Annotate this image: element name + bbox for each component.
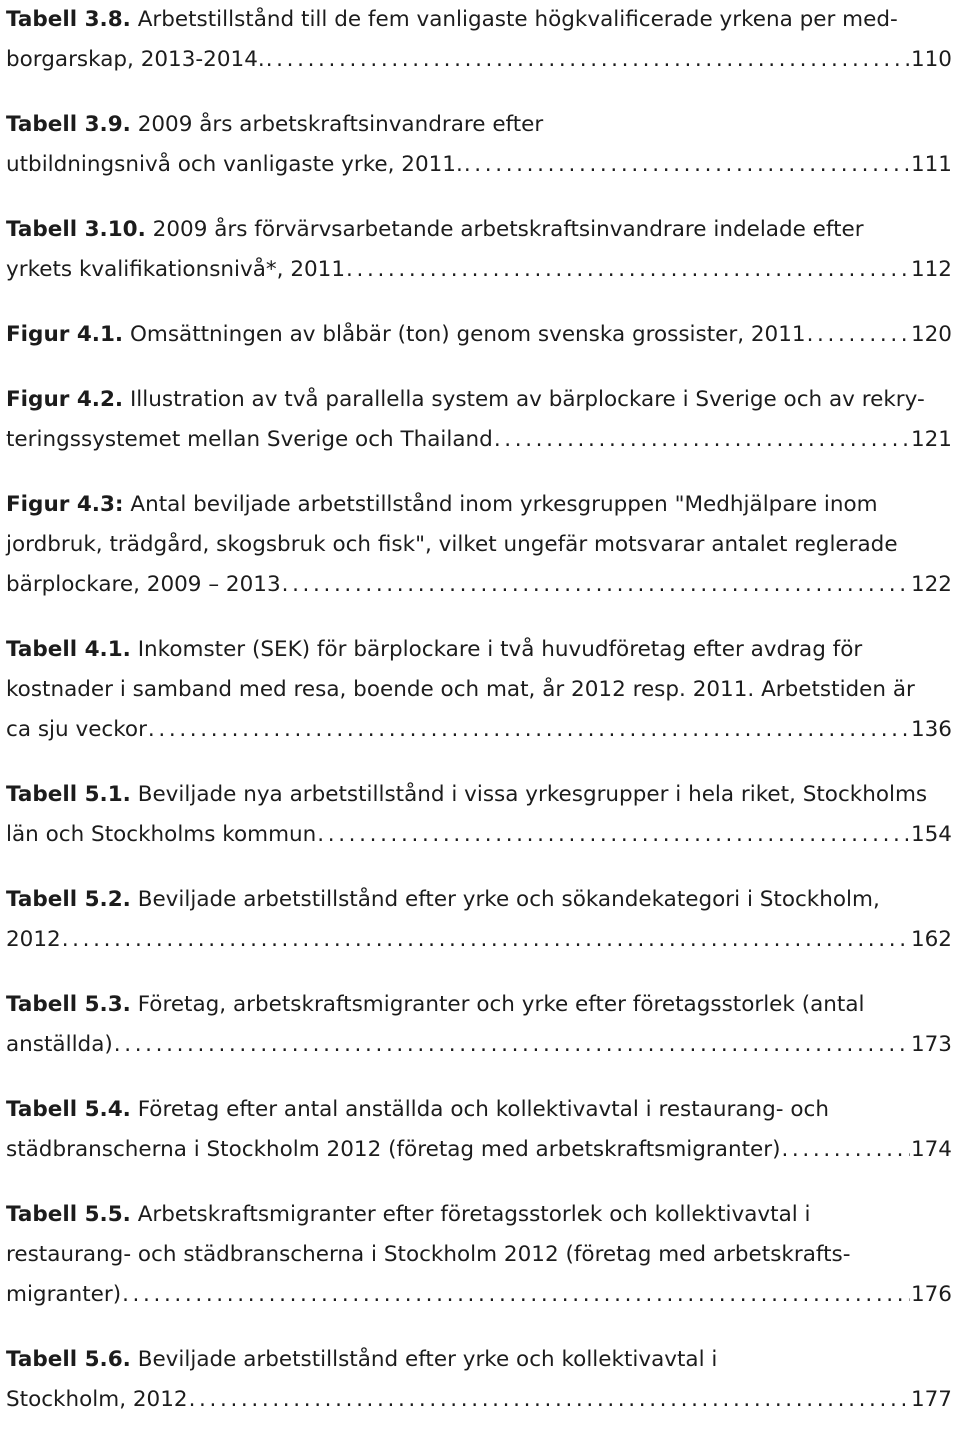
toc-entry-text: Omsättningen av blåbär (ton) genom svenska grossister, 2011: [129, 322, 806, 347]
toc-entry[interactable]: [6, 1195, 952, 1315]
toc-entry-title-end: [6, 145, 463, 185]
toc-list: [6, 0, 952, 1445]
toc-entry-title-end: [6, 815, 316, 855]
page-number: 110: [910, 47, 952, 72]
toc-entry-label: Tabell 3.9.: [6, 112, 131, 137]
toc-entry[interactable]: [6, 1090, 952, 1170]
toc-entry[interactable]: [6, 105, 952, 185]
page-number: 122: [910, 572, 952, 597]
toc-entry-text: Företag, arbetskraftsmigranter och yrke efter företagsstorlek (antal: [137, 992, 865, 1017]
toc-entry[interactable]: [6, 1340, 952, 1420]
toc-entry-line: [6, 210, 952, 250]
dot-leader: [282, 565, 910, 605]
toc-entry-label: Figur 4.3:: [6, 492, 124, 517]
toc-entry-line: [6, 775, 952, 815]
toc-entry-final-line: [6, 250, 952, 290]
page-number: 176: [910, 1282, 952, 1307]
toc-entry-text: städbranscherna i Stockholm 2012 (företag med arbetskraftsmigranter): [6, 1137, 781, 1162]
toc-entry-final-line: [6, 420, 952, 460]
toc-entry-title-end: [6, 920, 61, 960]
toc-entry-label: Tabell 5.2.: [6, 887, 131, 912]
toc-entry-text: Arbetstillstånd till de fem vanligaste högkvalificerade yrkena per med-: [137, 7, 898, 32]
dot-leader: [122, 1275, 910, 1315]
toc-entry-title-end: [6, 315, 806, 355]
toc-entry-final-line: [6, 315, 952, 355]
toc-entry-line: [6, 0, 952, 40]
toc-entry[interactable]: [6, 985, 952, 1065]
toc-entry-final-line: [6, 1380, 952, 1420]
toc-entry[interactable]: [6, 0, 952, 80]
toc-entry-line: [6, 985, 952, 1025]
toc-entry-text: Arbetskraftsmigranter efter företagsstorlek och kollektivavtal i: [137, 1202, 811, 1227]
toc-entry[interactable]: [6, 485, 952, 605]
toc-entry-text: Beviljade arbetstillstånd efter yrke och kollektivavtal i: [137, 1347, 718, 1372]
page-number: 120: [910, 322, 952, 347]
toc-entry[interactable]: [6, 315, 952, 355]
toc-entry-label: Tabell 5.3.: [6, 992, 131, 1017]
toc-entry-text: Beviljade arbetstillstånd efter yrke och sökandekategori i Stockholm,: [137, 887, 880, 912]
toc-entry-final-line: [6, 1275, 952, 1315]
toc-entry-final-line: [6, 815, 952, 855]
toc-entry-line: [6, 105, 952, 145]
toc-entry[interactable]: [6, 380, 952, 460]
toc-entry-final-line: [6, 1025, 952, 1065]
dot-leader: [494, 420, 910, 460]
toc-entry-text: migranter): [6, 1282, 122, 1307]
toc-entry-line: [6, 880, 952, 920]
page-number: 174: [910, 1137, 952, 1162]
toc-entry-title-end: [6, 1025, 113, 1065]
toc-entry-label: Tabell 5.6.: [6, 1347, 131, 1372]
toc-entry-text: yrkets kvalifikationsnivå*, 2011: [6, 257, 346, 282]
toc-entry-text: utbildningsnivå och vanligaste yrke, 2011.: [6, 152, 463, 177]
page-number: 112: [910, 257, 952, 282]
page-number: 111: [910, 152, 952, 177]
toc-entry-text: Antal beviljade arbetstillstånd inom yrkesgruppen "Medhjälpare inom: [130, 492, 878, 517]
toc-entry-line: [6, 1090, 952, 1130]
toc-entry-title-end: [6, 1275, 121, 1315]
toc-entry-label: Tabell 3.10.: [6, 217, 146, 242]
dot-leader: [346, 250, 910, 290]
toc-entry[interactable]: [6, 880, 952, 960]
toc-entry-final-line: [6, 565, 952, 605]
toc-entry-text: kostnader i samband med resa, boende och mat, år 2012 resp. 2011. Arbetstiden är: [6, 677, 915, 702]
toc-entry-text: 2009 års arbetskraftsinvandrare efter: [137, 112, 544, 137]
toc-entry-text: borgarskap, 2013-2014.: [6, 47, 265, 72]
page-number: 136: [910, 717, 952, 742]
toc-entry-title-end: [6, 250, 345, 290]
toc-entry-text: 2009 års förvärvsarbetande arbetskraftsinvandrare indelade efter: [152, 217, 864, 242]
toc-entry-text: 2012: [6, 927, 61, 952]
dot-leader: [114, 1025, 910, 1065]
toc-entry-title-end: [6, 420, 493, 460]
toc-entry-line: [6, 630, 952, 670]
dot-leader: [62, 920, 910, 960]
toc-entry-line: [6, 485, 952, 525]
toc-entry-line: [6, 670, 952, 710]
toc-entry[interactable]: [6, 210, 952, 290]
toc-entry-text: anställda): [6, 1032, 113, 1057]
toc-entry-label: Tabell 3.8.: [6, 7, 131, 32]
toc-entry-title-end: [6, 1380, 188, 1420]
dot-leader: [781, 1130, 910, 1170]
toc-entry-text: ca sju veckor: [6, 717, 147, 742]
toc-entry-label: Tabell 5.1.: [6, 782, 131, 807]
toc-entry-text: bärplockare, 2009 – 2013: [6, 572, 281, 597]
toc-entry-label: Tabell 5.5.: [6, 1202, 131, 1227]
toc-entry[interactable]: [6, 775, 952, 855]
dot-leader: [189, 1380, 910, 1420]
toc-entry-final-line: [6, 710, 952, 750]
toc-entry-line: [6, 1195, 952, 1235]
toc-entry-final-line: [6, 40, 952, 80]
toc-entry-text: Stockholm, 2012: [6, 1387, 188, 1412]
toc-entry-text: Illustration av två parallella system av bärplockare i Sverige och av rekry-: [129, 387, 925, 412]
toc-entry-label: Figur 4.2.: [6, 387, 124, 412]
toc-entry-final-line: [6, 145, 952, 185]
toc-entry-label: Figur 4.1.: [6, 322, 124, 347]
dot-leader: [807, 315, 910, 355]
toc-entry[interactable]: [6, 630, 952, 750]
page-number: 173: [910, 1032, 952, 1057]
dot-leader: [464, 145, 910, 185]
toc-entry-title-end: [6, 1130, 780, 1170]
toc-entry-line: [6, 380, 952, 420]
dot-leader: [317, 815, 910, 855]
toc-entry-label: Tabell 4.1.: [6, 637, 131, 662]
toc-entry-text: Beviljade nya arbetstillstånd i vissa yrkesgrupper i hela riket, Stockholms: [137, 782, 928, 807]
toc-entry-title-end: [6, 40, 265, 80]
toc-entry-text: restaurang- och städbranscherna i Stockholm 2012 (företag med arbetskrafts-: [6, 1242, 851, 1267]
page-number: 121: [910, 427, 952, 452]
toc-entry-title-end: [6, 565, 281, 605]
page-number: 154: [910, 822, 952, 847]
page-number: 177: [910, 1387, 952, 1412]
toc-entry-final-line: [6, 920, 952, 960]
toc-entry-final-line: [6, 1130, 952, 1170]
toc-entry-text: Inkomster (SEK) för bärplockare i två huvudföretag efter avdrag för: [137, 637, 863, 662]
toc-entry-line: [6, 1340, 952, 1380]
toc-entry-title-end: [6, 710, 147, 750]
toc-entry-text: jordbruk, trädgård, skogsbruk och fisk", vilket ungefär motsvarar antalet reglerade: [6, 532, 898, 557]
dot-leader: [266, 40, 910, 80]
toc-entry-text: län och Stockholms kommun: [6, 822, 317, 847]
toc-entry-line: [6, 1235, 952, 1275]
toc-entry-line: [6, 525, 952, 565]
dot-leader: [148, 710, 910, 750]
page-number: 162: [910, 927, 952, 952]
toc-entry-label: Tabell 5.4.: [6, 1097, 131, 1122]
toc-entry-text: teringssystemet mellan Sverige och Thailand: [6, 427, 493, 452]
toc-entry-text: Företag efter antal anställda och kollektivavtal i restaurang- och: [137, 1097, 829, 1122]
